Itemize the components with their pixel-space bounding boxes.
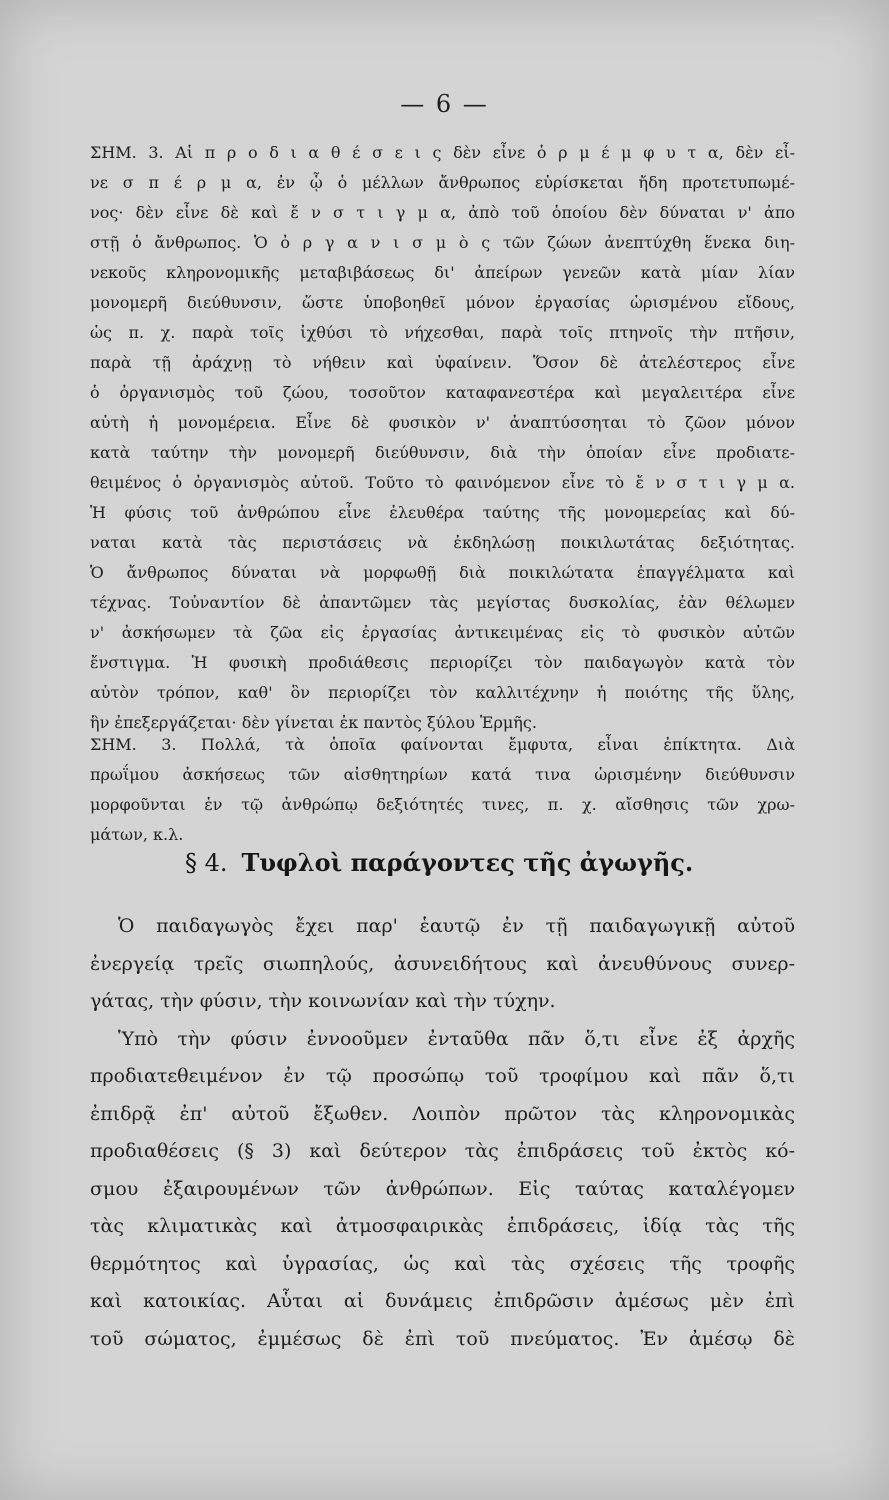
note-1-line: νος· δὲν εἶνε δὲ καὶ ἔ ν σ τ ι γ μ α, ἀπὸ τοῦ ὁποίου δὲν δύναται ν' ἀπο [90,203,795,222]
note-1-line: στῇ ὁ ἄνθρωπος. Ὁ ὀ ρ γ α ν ι σ μ ὸ ς τῶν ζώων ἀνεπτύχθη ἕνεκα διη- [90,233,795,252]
note-2-line: πρωΐμου ἀσκήσεως τῶν αἰσθητηρίων κατά τινα ὡρισμένην διεύθυνσιν [90,765,795,784]
note-2-line: μάτων, κ.λ. [90,825,184,844]
note-1-line: τέχνας. Τοὐναντίον δὲ ἀπαντῶμεν τὰς μεγίστας δυσκολίας, ἐὰν θέλωμεν [90,593,795,612]
note-2-line: μορφοῦνται ἐν τῷ ἀνθρώπῳ δεξιότητές τινες, π. χ. αἴσθησις τῶν χρω- [90,795,795,814]
note-2 [90,730,795,850]
note-1-line: ναται κατὰ τὰς περιστάσεις νὰ ἐκδηλώσῃ ποικιλωτάτας δεξιότητας. [90,533,795,552]
body-line: προδιαθέσεις (§ 3) καὶ δεύτερον τὰς ἐπιδράσεις τοῦ ἐκτὸς κό- [90,1140,795,1162]
note-1-line: νεκοῦς κληρονομικῆς μεταβιβάσεως δι' ἀπείρων γενεῶν κατὰ μίαν λίαν [90,263,795,282]
section-title: Τυφλοὶ παράγοντες τῆς ἀγωγῆς. [241,848,694,877]
body-line: θερμότητος καὶ ὑγρασίας, ὡς καὶ τὰς σχέσεις τῆς τροφῆς [90,1252,795,1275]
note-1-line: κατὰ ταύτην τὴν μονομερῆ διεύθυνσιν, διὰ τὴν ὁποίαν εἶνε προδιατε- [90,443,795,462]
body-line: τὰς κλιματικὰς καὶ ἀτμοσφαιρικὰς ἐπιδράσεις, ἰδίᾳ τὰς τῆς [90,1215,795,1237]
section-heading [185,843,795,883]
note-1-line: ἣν ἐπεξεργάζεται· δὲν γίνεται ἐκ παντὸς ξύλου Ἑρμῆς. [90,713,537,732]
body-line: καὶ κατοικίας. Αὗται αἱ δυνάμεις ἐπιδρῶσιν ἀμέσως μὲν ἐπὶ [90,1290,795,1312]
note-1-line: ὁ ὀργανισμὸς τοῦ ζώου, τοσοῦτον καταφανεστέρα καὶ μεγαλειτέρα εἶνε [90,383,795,402]
body-line: Ὁ παιδαγωγὸς ἔχει παρ' ἑαυτῷ ἐν τῇ παιδαγωγικῇ αὐτοῦ [118,915,795,937]
note-1-line: παρὰ τῇ ἀράχνῃ τὸ νήθειν καὶ ὑφαίνειν. Ὅσον δὲ ἀτελέστερος εἶνε [90,353,795,372]
body-line: Ὑπὸ τὴν φύσιν ἐννοοῦμεν ἐνταῦθα πᾶν ὅ,τι εἶνε ἐξ ἀρχῆς [118,1027,795,1050]
body-line: σμου ἐξαιρουμένων τῶν ἀνθρώπων. Εἰς ταύτας καταλέγομεν [90,1177,795,1200]
body-line: προδιατεθειμένον ἐν τῷ προσώπῳ τοῦ τροφίμου καὶ πᾶν ὅ,τι [90,1065,795,1087]
note-1 [90,138,795,738]
body-text [90,908,795,1358]
section-symbol: § 4. [185,849,228,877]
note-1-line: αὐτὴ ἡ μονομέρεια. Εἶνε δὲ φυσικὸν ν' ἀναπτύσσηται τὸ ζῶον μόνον [90,413,795,432]
note-1-line: Ὁ ἄνθρωπος δύναται νὰ μορφωθῇ διὰ ποικιλώτατα ἐπαγγέλματα καὶ [90,563,795,582]
note-1-line: ἔνστιγμα. Ἡ φυσικὴ προδιάθεσις περιορίζει τὸν παιδαγωγὸν κατὰ τὸν [90,653,795,672]
body-line: ἐνεργείᾳ τρεῖς σιωπηλούς, ἀσυνειδήτους καὶ ἀνευθύνους συνερ- [90,952,795,975]
note-1-line: ὡς π. χ. παρὰ τοῖς ἰχθύσι τὸ νήχεσθαι, παρὰ τοῖς πτηνοῖς τὴν πτῆσιν, [90,323,795,342]
note-1-line: μονομερῆ διεύθυνσιν, ὥστε ὑποβοηθεῖ μόνον ἐργασίας ὡρισμένου εἴδους, [90,293,795,312]
body-line: γάτας, τὴν φύσιν, τὴν κοινωνίαν καὶ τὴν τύχην. [90,990,556,1012]
note-1-line: θειμένος ὁ ὀργανισμὸς αὐτοῦ. Τοῦτο τὸ φαινόμενον εἶνε τὸ ἔ ν σ τ ι γ μ α. [90,473,795,492]
note-1-line: ΣΗΜ. 3. Αἱ π ρ ο δ ι α θ έ σ ε ι ς δὲν εἶνε ὁ ρ μ έ μ φ υ τ α, δὲν εἶ- [90,143,795,162]
body-line: ἐπιδρᾷ ἐπ' αὐτοῦ ἔξωθεν. Λοιπὸν πρῶτον τὰς κληρονομικὰς [90,1102,795,1125]
note-1-line: Ἡ φύσις τοῦ ἀνθρώπου εἶνε ἐλευθέρα ταύτης τῆς μονομερείας καὶ δύ- [90,503,795,522]
note-1-line: αὐτὸν τρόπον, καθ' ὃν περιορίζει τὸν καλλιτέχνην ἡ ποιότης τῆς ὕλης, [90,683,795,702]
note-1-line: ν' ἀσκήσωμεν τὰ ζῶα εἰς ἐργασίας ἀντικειμένας εἰς τὸ φυσικὸν αὐτῶν [90,623,795,642]
note-2-line: ΣΗΜ. 3. Πολλά, τὰ ὁποῖα φαίνονται ἔμφυτα, εἶναι ἐπίκτητα. Διὰ [90,735,795,754]
page-number: — 6 — [400,90,489,118]
note-1-line: νε σ π έ ρ μ α, ἐν ᾧ ὁ μέλλων ἄνθρωπος εὑρίσκεται ἤδη προτετυπωμέ- [90,173,795,192]
body-line: τοῦ σώματος, ἐμμέσως δὲ ἐπὶ τοῦ πνεύματος. Ἐν ἀμέσῳ δὲ [90,1327,795,1350]
